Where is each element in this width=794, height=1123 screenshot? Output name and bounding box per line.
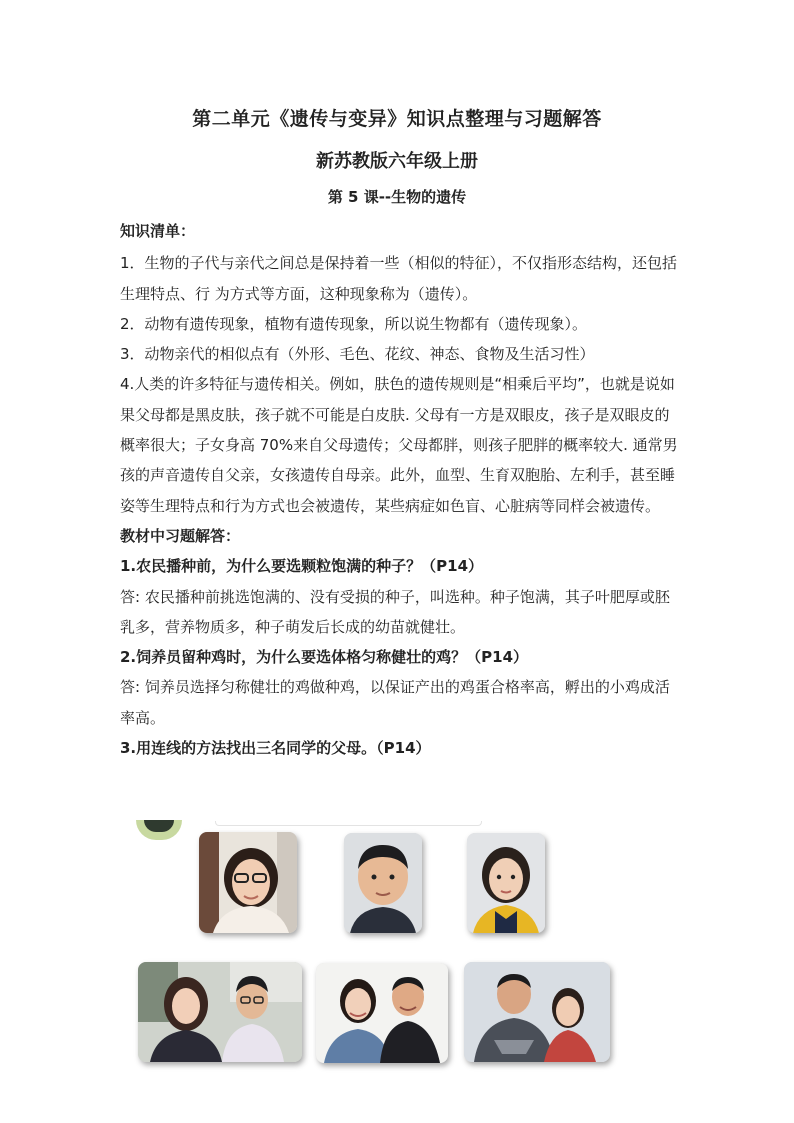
decorative-frame-fragment: [215, 821, 482, 826]
knowledge-item-4: 4.人类的许多特征与遗传相关。例如，肤色的遗传规则是“相乘后平均”，也就是说如果父母都是黑皮肤，孩子就不可能是白皮肤. 父母有一方是双眼皮，孩子是双眼皮的概率很大；子女身高 70%来自父母遗传；父母都胖，则孩子肥胖的概率较大. 通常男孩的声音遗传自父亲，女孩遗传自母亲。此外，血型、生育双胞胎、左利手，甚至睡姿等生理特点和行为方式也会被遗传，某些病症如色盲、心脏病等同样会被遗传。: [120, 375, 678, 515]
exercises-heading: 教材中习题解答：: [120, 526, 241, 545]
document-subtitle: 新苏教版六年级上册: [316, 151, 478, 172]
document-body: [120, 216, 680, 763]
question-2: 2.饲养员留种鸡时，为什么要选体格匀称健壮的鸡？（P14）: [120, 648, 529, 667]
knowledge-item-1: 1．生物的子代与亲代之间总是保持着一些（相似的特征），不仅指形态结构，还包括生理特点、行 为方式等方面，这种现象称为（遗传）。: [120, 254, 678, 303]
photo-parents-couple-2: [316, 963, 448, 1063]
photo-child-girl: [467, 833, 545, 933]
answer-2: 答: 饲养员选择匀称健壮的鸡做种鸡，以保证产出的鸡蛋合格率高，孵出的小鸡成活率高。: [120, 678, 670, 727]
photo-parents-couple-3: [464, 962, 610, 1062]
knowledge-item-2: 2．动物有遗传现象，植物有遗传现象，所以说生物都有（遗传现象）。: [120, 314, 588, 333]
question-3: 3.用连线的方法找出三名同学的父母。（P14）: [120, 739, 431, 758]
answer-1: 答: 农民播种前挑选饱满的、没有受损的种子，叫选种。种子饱满，其子叶肥厚或胚乳多，营养物质多，种子萌发后长成的幼苗就健壮。: [120, 587, 670, 636]
photo-child-girl-glasses: [199, 832, 297, 933]
photo-parents-couple-1: [138, 962, 302, 1062]
decorative-avatar-fragment: [136, 820, 182, 840]
lesson-title: 第 5 课--生物的遗传: [327, 188, 467, 206]
document-title: 第二单元《遗传与变异》知识点整理与习题解答: [192, 108, 602, 130]
photo-child-boy: [344, 833, 422, 933]
knowledge-heading: 知识清单：: [120, 222, 196, 240]
knowledge-item-3: 3．动物亲代的相似点有（外形、毛色、花纹、神态、食物及生活习性）: [120, 345, 595, 364]
question-1: 1.农民播种前，为什么要选颗粒饱满的种子？（P14）: [120, 557, 484, 576]
